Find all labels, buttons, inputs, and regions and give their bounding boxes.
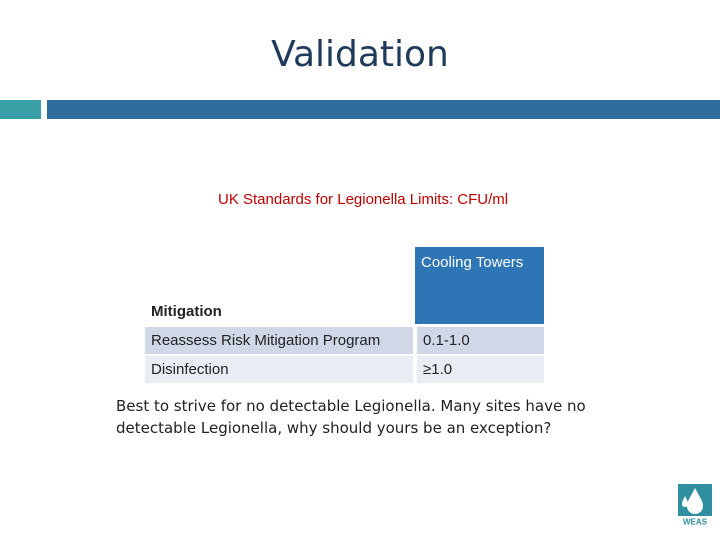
slide-title: Validation (271, 34, 449, 75)
accent-bar-blue (47, 100, 720, 119)
row-limit-value: 0.1-1.0 (415, 326, 544, 356)
accent-bar-teal (0, 100, 41, 119)
logo-text: WEAS (683, 517, 707, 526)
weas-logo (678, 484, 712, 526)
legionella-limits-table (145, 247, 544, 383)
row-mitigation-label: Disinfection (145, 355, 415, 383)
table-caption: UK Standards for Legionella Limits: CFU/ml (218, 191, 509, 208)
table-row (145, 355, 544, 383)
note-text: Best to strive for no detectable Legionella. Many sites have no detectable Legionella, why should yours be an exception? (116, 397, 586, 437)
logo-graphic (678, 484, 712, 526)
header-mitigation: Mitigation (151, 303, 222, 320)
row-mitigation-label: Reassess Risk Mitigation Program (145, 326, 415, 356)
table-row (145, 326, 544, 356)
row-limit-value: ≥1.0 (415, 355, 544, 383)
table-header-row (145, 247, 544, 326)
header-cooling-towers: Cooling Towers (415, 247, 544, 326)
